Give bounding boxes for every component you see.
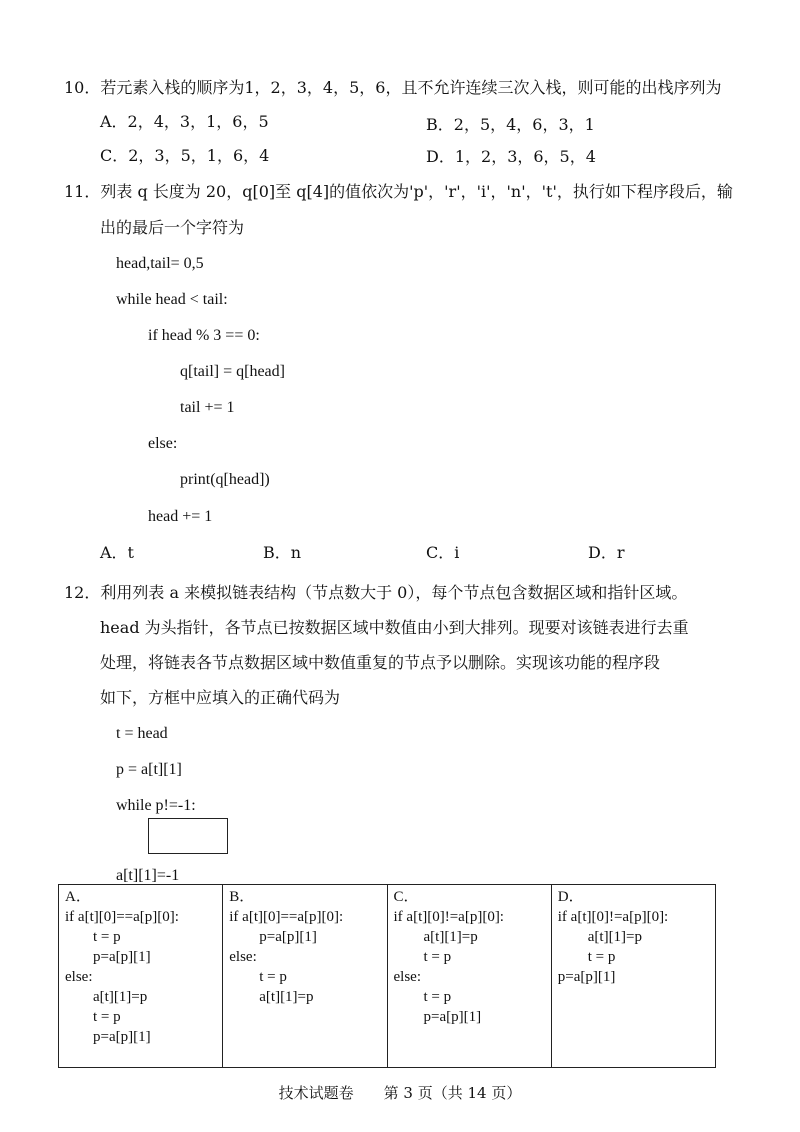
q11-code-line: head,tail= 0,5: [116, 255, 204, 272]
q11-code-line: if head % 3 == 0:: [148, 327, 260, 344]
answer-blank-box: [148, 818, 228, 854]
option-code-line: t = p: [587, 949, 616, 965]
option-code-line: p=a[p][1]: [93, 949, 151, 965]
q12-option-b: [223, 885, 387, 1068]
q11-stem-line2: 出的最后一个字符为: [100, 218, 245, 237]
option-code-line: if a[t][0]!=a[p][0]:: [557, 909, 669, 925]
q12-code-line: t = head: [116, 725, 168, 742]
option-code-line: t = p: [93, 929, 121, 945]
option-code-line: p=a[p][1]: [259, 929, 317, 945]
option-code-line: t = p: [93, 1009, 121, 1025]
option-code-line: a[t][1]=p: [423, 929, 478, 945]
option-code-line: else:: [65, 969, 93, 985]
q12-option-a: [59, 885, 223, 1068]
q11-code-line: q[tail] = q[head]: [180, 363, 285, 380]
q12-option-c: [387, 885, 551, 1068]
option-code-line: a[t][1]=p: [93, 989, 148, 1005]
q10-option-a: A．2，4，3，1，6，5: [100, 112, 269, 131]
q11-option-a: A．t: [100, 543, 134, 562]
option-code-line: t = p: [259, 969, 287, 985]
q12-option-d: [551, 885, 715, 1068]
option-code-line: a[t][1]=p: [259, 989, 314, 1005]
q11-code-line: print(q[head]): [180, 471, 270, 488]
page-footer: 技术试题卷 第 3 页（共 14 页）: [278, 1084, 522, 1102]
q12-options-table: [58, 884, 716, 1068]
q12-stem-line3: 处理，将链表各节点数据区域中数值重复的节点予以删除。实现该功能的程序段: [100, 653, 661, 672]
option-code-line: if a[t][0]==a[p][0]:: [65, 909, 179, 925]
q12-stem-line1: 12．利用列表 a 来模拟链表结构（节点数大于 0），每个节点包含数据区域和指针区域。: [64, 583, 688, 602]
q11-code-line: else:: [148, 435, 178, 452]
option-label: D．: [557, 889, 584, 905]
q12-code-line: while p!=-1:: [116, 797, 196, 814]
q12-code-line: p = a[t][1]: [116, 761, 182, 778]
option-code-line: if a[t][0]!=a[p][0]:: [393, 909, 504, 925]
q11-option-c: C．i: [426, 543, 460, 562]
option-code-line: t = p: [423, 989, 452, 1005]
q11-code-line: while head < tail:: [116, 291, 228, 308]
option-code-line: p=a[p][1]: [423, 1009, 482, 1025]
q10-option-b: B．2，5，4，6，3，1: [426, 115, 595, 134]
q12-code-line: a[t][1]=-1: [116, 867, 180, 884]
option-code-line: t = p: [423, 949, 452, 965]
option-code-line: if a[t][0]==a[p][0]:: [229, 909, 344, 925]
option-code-line: p=a[p][1]: [93, 1029, 151, 1045]
q10-stem: 10．若元素入栈的顺序为1，2，3，4，5，6，且不允许连续三次入栈，则可能的出栈序列为: [64, 78, 722, 97]
q11-code-line: tail += 1: [180, 399, 235, 416]
q12-stem-line2: head 为头指针，各节点已按数据区域中数值由小到大排列。现要对该链表进行去重: [100, 618, 689, 637]
q12-stem-line4: 如下，方框中应填入的正确代码为: [100, 688, 341, 707]
q11-stem-line1: 11．列表 q 长度为 20，q[0]至 q[4]的值依次为'p'，'r'，'i'，'n'，'t'，执行如下程序段后，输: [64, 182, 733, 201]
option-label: B．: [229, 889, 255, 905]
option-code-line: p=a[p][1]: [557, 969, 616, 985]
option-label: A．: [65, 889, 91, 905]
q11-option-d: D．r: [588, 543, 625, 562]
q10-option-c: C．2，3，5，1，6，4: [100, 146, 270, 165]
option-code-line: else:: [229, 949, 257, 965]
q11-code-line: head += 1: [148, 508, 213, 525]
option-code-line: a[t][1]=p: [587, 929, 643, 945]
q11-option-b: B．n: [263, 543, 302, 562]
option-label: C．: [393, 889, 419, 905]
q10-option-d: D．1，2，3，6，5，4: [426, 147, 596, 166]
option-code-line: else:: [393, 969, 421, 985]
